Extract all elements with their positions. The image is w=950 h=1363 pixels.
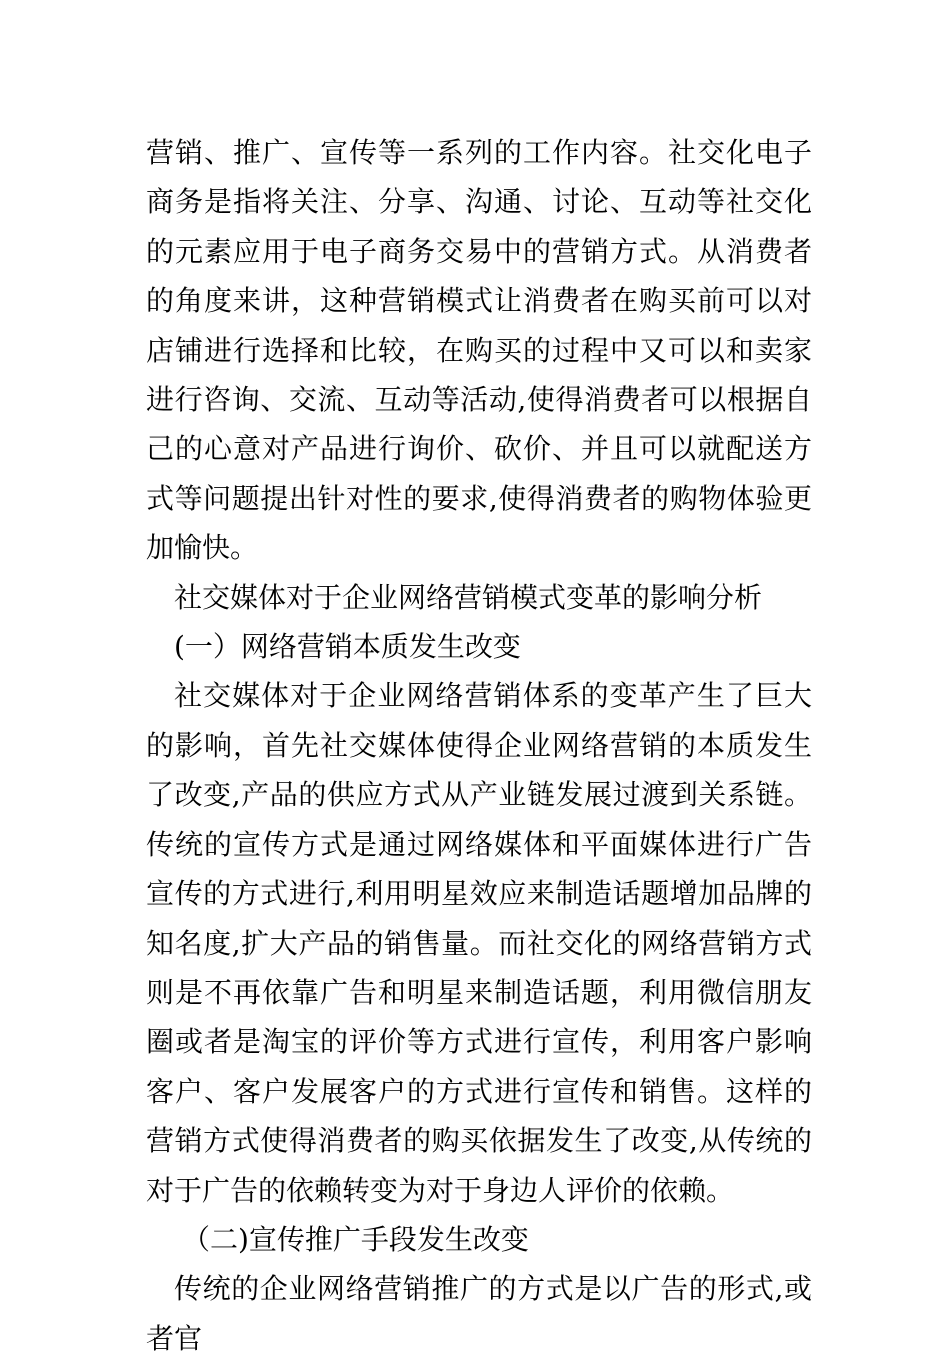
subsection-heading-2: （二)宣传推广手段发生改变 (182, 1222, 529, 1256)
subsection-heading-1: (一）网络营销本质发生改变 (174, 630, 521, 664)
section-heading-impact-analysis: 社交媒体对于企业网络营销模式变革的影响分析 (174, 580, 763, 614)
paragraph-essence-change: 社交媒体对于企业网络营销体系的变革产生了巨大的影响，首先社交媒体使得企业网络营销的本质发生了改变,产品的供应方式从产业链发展过渡到关系链。传统的宣传方式是通过网络媒体和平面媒体进行广告宣传的方式进行,利用明星效应来制造话题增加品牌的知名度,扩大产品的销售量。而社交化的网络营销方式则是不再依靠广告和明星来制造话题，利用微信朋友圈或者是淘宝的评价等方式进行宣传，利用客户影响客户、客户发展客户的方式进行宣传和销售。这样的营销方式使得消费者的购买依据发生了改变,从传统的对于广告的依赖转变为对于身边人评价的依赖。 (146, 679, 812, 1207)
paragraph-social-commerce: 营销、推广、宣传等一系列的工作内容。社交化电子商务是指将关注、分享、沟通、讨论、互动等社交化的元素应用于电子商务交易中的营销方式。从消费者的角度来讲，这种营销模式让消费者在购买前可以对店铺进行选择和比较，在购买的过程中又可以和卖家进行咨询、交流、互动等活动,使得消费者可以根据自己的心意对产品进行询价、砍价、并且可以就配送方式等问题提出针对性的要求,使得消费者的购物体验更加愉快。 (146, 136, 812, 565)
document-body (146, 128, 812, 1363)
paragraph-traditional-promotion: 传统的企业网络营销推广的方式是以广告的形式,或者官 (146, 1272, 812, 1355)
